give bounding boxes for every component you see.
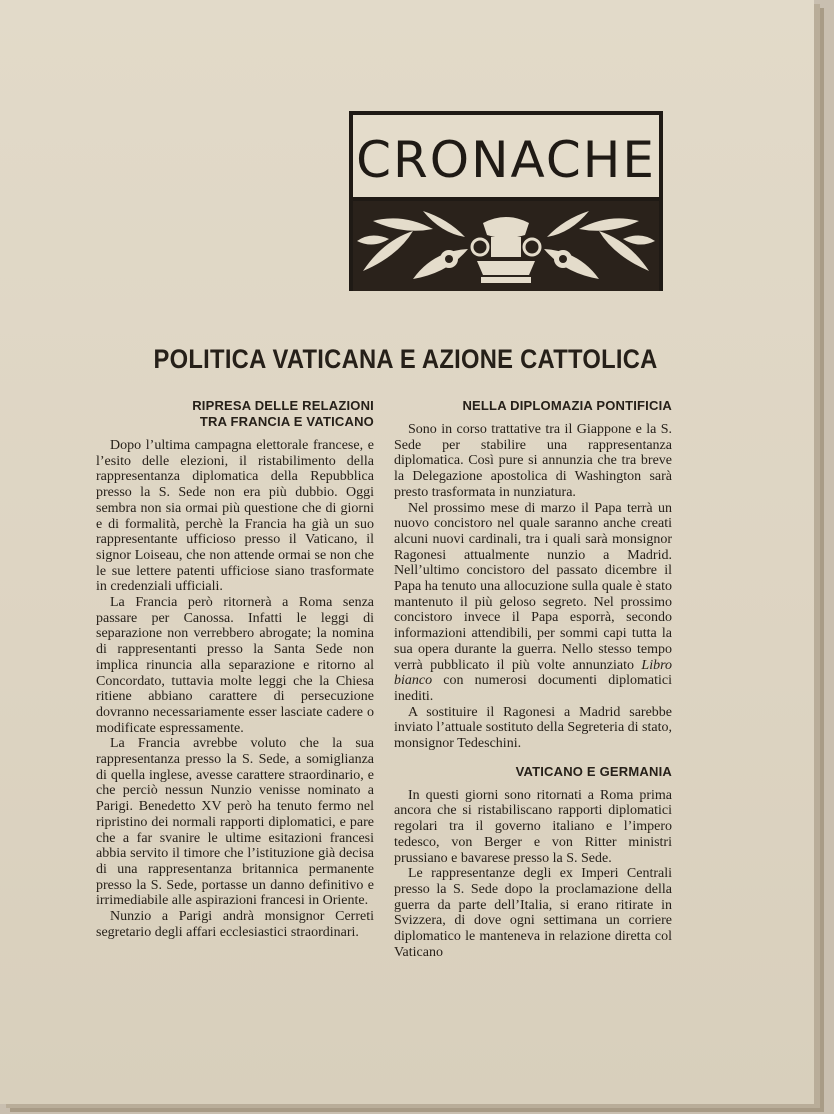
paragraph: Sono in corso trattative tra il Giappone e la S. Sede per stabilire una rappresentanza diplomatica. Così pure si annunzia che tra breve la Delegazione apostolica di Washington sarà presto trasformata in nunziatura. (394, 422, 672, 500)
article-headline: POLITICA VATICANA E AZIONE CATTOLICA (153, 344, 658, 374)
section-title-diplomazia: NELLA DIPLOMAZIA PONTIFICIA (462, 398, 672, 413)
paragraph: A sostituire il Ragonesi a Madrid sarebbe inviato l’attuale sostituto della Segreteria di stato, monsignor Tedeschini. (394, 704, 672, 752)
paragraph-text: Nel prossimo mese di marzo il Papa terrà un nuovo concistoro nel quale saranno anche creati alcuni nuovi cardinali, tra i quali sarà monsignor Ragonesi attualmente nunzio a Madrid. Nell’ultimo concistoro del passato dicembre il Papa ha tenuto una allocuzione sulla quale è stato mantenuto il più geloso segreto. Nel prossimo concistoro invece il Papa esporrà, secondo informazioni attendibili, per sommi capi tutta la sua opera durante la guerra. Nello stesso tempo verrà pubblicato il più volte annunziato (394, 500, 672, 673)
section-title-germania: VATICANO E GERMANIA (515, 763, 672, 779)
paragraph: Le rappresentanze degli ex Imperi Centrali presso la S. Sede dopo la proclamazione della guerra da parte dell’Italia, si erano ritirate in Svizzera, di dove ogni settimana un corriere diplomatico le manteneva in relazione diretta col Vaticano (394, 866, 672, 960)
paragraph-text: con numerosi documenti diplomatici inediti. (394, 673, 673, 704)
vase-foliage-woodcut-icon (353, 197, 659, 291)
spacer (394, 752, 672, 764)
right-column (394, 398, 672, 961)
paragraph (394, 501, 672, 705)
paragraph: La Francia però ritornerà a Roma senza passare per Canossa. Infatti le leggi di separazione non verrebbero abrogate; la nomina di rappresentanti presso la Santa Sede non implica rinuncia alla separazione e ritorno al Concordato, tuttavia molte leggi che la Chiesa ritiene abbiano carattere di persecuzione dovranno necessariamente esser lasciate cadere o modificate espressamente. (96, 595, 374, 736)
masthead-title: CRONACHE (356, 131, 656, 189)
italic-title: Libro bianco (394, 657, 673, 689)
paragraph: La Francia avrebbe voluto che la sua rappresentanza presso la S. Sede, a somiglianza di quella inglese, avesse carattere straordinario, e che perciò nessun Nunzio venisse nominato a Parigi. Benedetto XV però ha tenuto fermo nel ripristino dei normali rapporti diplomatici, e pare che a far svanire le ultime esitazioni francesi abbia servito il timore che l’istituzione già decisa di una rappresentanza britannica permanente presso la S. Sede, portasse un danno definitivo e irrimediabile alle aspirazioni francesi in Oriente. (96, 736, 374, 909)
paragraph: In questi giorni sono ritornati a Roma prima ancora che si ristabiliscano rapporti diplomatici regolari tra il governo italiano e l’impero tedesco, von Berger e von Ritter ministri prussiano e bavarese presso la S. Sede. (394, 787, 672, 866)
section-title-line: RIPRESA DELLE RELAZIONI (192, 398, 374, 413)
left-column (96, 398, 374, 941)
masthead-cronache (349, 111, 663, 291)
paragraph: Dopo l’ultima campagna elettorale francese, e l’esito delle elezioni, il ristabilimento della rappresentanza diplomatica della Repubblica presso la S. Sede non era più dubbio. Oggi sembra non sia ormai più questione che di giorni e di formalità, perchè la Francia ha già un suo rappresentante ufficioso presso il Vaticano, il signor Loiseau, che non attende ormai se non che le sue lettere patenti ufficiose siano trasformate in credenziali ufficiali. (96, 438, 374, 595)
paragraph: Nunzio a Parigi andrà monsignor Cerreti segretario degli affari ecclesiastici straordinari. (96, 909, 374, 940)
section-title-francia-vaticano (96, 398, 374, 430)
section-title-line: TRA FRANCIA E VATICANO (199, 414, 374, 429)
